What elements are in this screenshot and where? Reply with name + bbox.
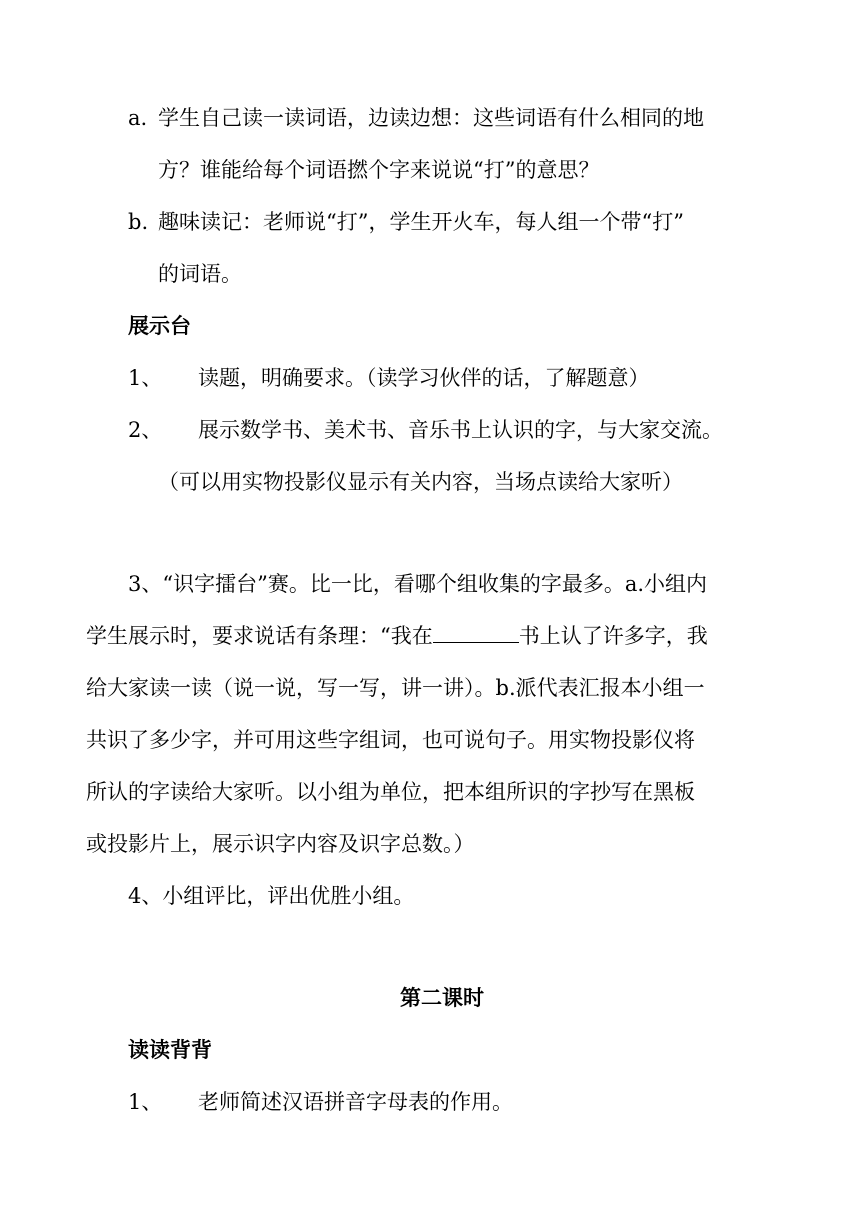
paragraph-3-line6: 或投影片上，展示识字内容及识字总数。） (86, 832, 475, 856)
list-marker-a: a. (128, 106, 148, 130)
list-marker-b: b. (128, 210, 149, 234)
paragraph-3-line2-before: 学生展示时，要求说话有条理：“我在 (86, 624, 433, 648)
paragraph-4: 4、小组评比，评出优胜小组。 (128, 884, 415, 908)
paragraph-3-line1: 3、“识字擂台”赛。比一比，看哪个组收集的字最多。a.小组内 (128, 572, 708, 596)
lesson2-item-1-number: 1、 (128, 1090, 163, 1114)
fill-in-blank (433, 622, 519, 643)
paragraph-3-line2 (86, 622, 708, 650)
paragraph-3-line3: 给大家读一读（说一说，写一写，讲一讲）。b.派代表汇报本小组一 (86, 676, 705, 700)
paragraph-3-line2-after: 书上认了许多字，我 (518, 624, 708, 648)
numbered-item-1-text: 读题，明确要求。（读学习伙伴的话，了解题意） (198, 366, 650, 390)
lesson-title: 第二课时 (400, 986, 484, 1010)
list-item-b-line2: 的词语。 (158, 262, 242, 286)
list-item-b-line1: 趣味读记：老师说“打”，学生开火车，每人组一个带“打” (158, 210, 684, 234)
section-heading-zhanshitai: 展示台 (128, 314, 191, 338)
numbered-item-1-number: 1、 (128, 366, 163, 390)
list-item-a-line2: 方？谁能给每个词语撚个字来说说“打”的意思？ (158, 158, 600, 182)
numbered-item-2-number: 2、 (128, 418, 163, 442)
section-heading-dudubeibei: 读读背背 (128, 1038, 212, 1062)
list-item-a-line1: 学生自己读一读词语，边读边想：这些词语有什么相同的地 (158, 106, 704, 130)
numbered-item-2-text: 展示数学书、美术书、音乐书上认识的字，与大家交流。 (198, 418, 723, 442)
lesson2-item-1-text: 老师简述汉语拼音字母表的作用。 (198, 1090, 513, 1114)
numbered-item-2-note: （可以用实物投影仪显示有关内容，当场点读给大家听） (158, 470, 683, 494)
paragraph-3-line5: 所认的字读给大家听。以小组为单位，把本组所识的字抄写在黑板 (86, 780, 695, 804)
paragraph-3-line4: 共识了多少字，并可用这些字组词，也可说句子。用实物投影仪将 (86, 728, 695, 752)
